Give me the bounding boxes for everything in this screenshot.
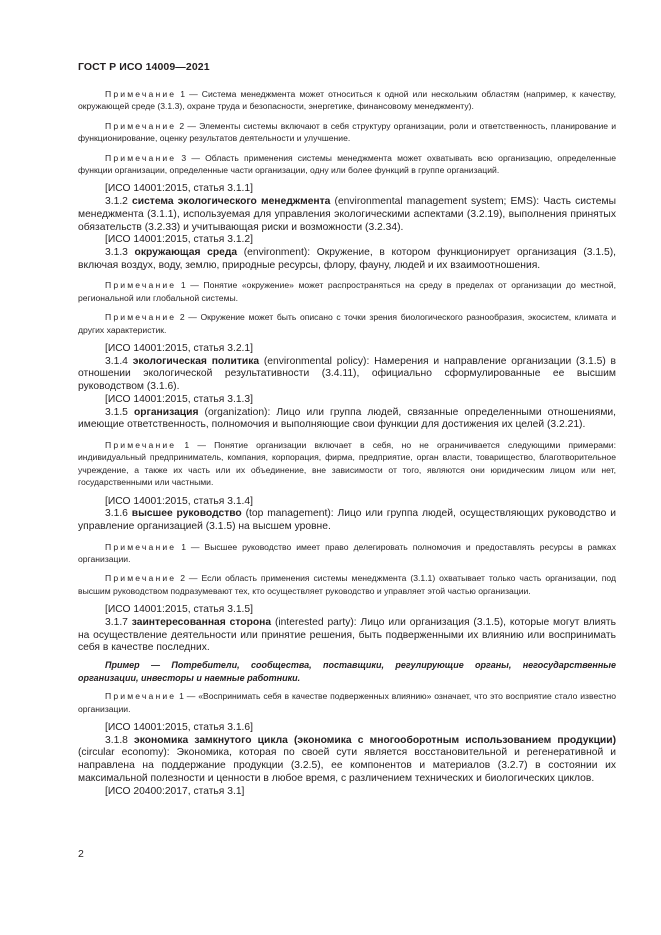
term-definition bbox=[78, 617, 616, 655]
term-number: 3.1.2 bbox=[105, 196, 133, 208]
note-label: Примечание bbox=[105, 280, 177, 291]
term-name: система экологического менеджмента bbox=[132, 196, 331, 208]
term-number: 3.1.8 bbox=[105, 734, 135, 746]
term-definition bbox=[78, 407, 616, 432]
note-text: 1 — Высшее руководство имеет право делегировать полномочия и предоставлять ресурсы в рамках организации. bbox=[78, 541, 616, 565]
term-text: (environmental management system; EMS): Часть системы менеджмента (3.1.1), используемая для управления экологическими аспектами (3.2.19), выполнения принятых обязательств (3.2.33) и учитывающая риски и возможности (3.2.34). bbox=[78, 196, 617, 233]
term-definition bbox=[78, 247, 616, 272]
note-text: 1 — Понятие «окружение» может распространяться на среду в пределах от организации до местной, региональной или глобальной системы. bbox=[78, 280, 616, 303]
source-reference: [ИСО 14001:2015, статья 3.1.1] bbox=[105, 183, 253, 195]
term-text: (top management): Лицо или группа людей, осуществляющих руководство и управление организацией (3.1.5) на высшем уровне. bbox=[78, 508, 617, 532]
source-reference: [ИСО 20400:2017, статья 3.1] bbox=[105, 785, 245, 797]
note-text: 2 — Элементы системы включают в себя структуру организации, роли и ответственность, планирование и функционирование, оценку результатов деятельности и улучшение. bbox=[78, 120, 616, 144]
note-label: Примечание bbox=[105, 573, 177, 584]
term-text: (environmental policy): Намерения и направление организации (3.1.5) в отношении экологической результативности (3.4.11), официально сформулированные ее высшим руководством (3.1.6). bbox=[78, 355, 616, 393]
term-name: окружающая среда bbox=[134, 246, 238, 258]
note-label: Примечание bbox=[105, 89, 177, 99]
document-body bbox=[78, 88, 616, 798]
term-definition bbox=[78, 196, 616, 234]
term-number: 3.1.4 bbox=[105, 355, 133, 367]
note-text: 2 — Если область применения системы менеджмента (3.1.1) охватывает только часть организации, под высшим руководством подразумевают тех, кто осуществляет руководство и управляет этой частью организации. bbox=[78, 573, 616, 596]
note-text: 3 — Область применения системы менеджмента может охватывать всю организацию, определенные функции организации, определенные части организации, одну или более функций в группе организаций. bbox=[78, 152, 616, 176]
note bbox=[78, 88, 616, 113]
term-name: организация bbox=[133, 406, 199, 418]
source-reference: [ИСО 14001:2015, статья 3.1.6] bbox=[105, 722, 253, 734]
term-definition bbox=[78, 356, 616, 394]
term-text: (environment): Окружение, в котором функционирует организация (3.1.5), включая воздух, воду, землю, природные ресурсы, флору, фауну, людей и их взаимоотношения. bbox=[78, 246, 617, 271]
note-text: 1 — Понятие организации включает в себя, но не ограничивается следующими примерами: индивидуальный предприниматель, компания, корпорация, фирма, предприятие, орган власти, товарищество, благотворительное учреждение, а также их часть или их объединение, вне зависимости от того, являются они юридическим лицом или нет, государственными или частными. bbox=[78, 439, 616, 488]
note bbox=[78, 439, 616, 489]
note-text: 1 — «Воспринимать себя в качестве подверженных влиянию» означает, что это восприятие стало известно организации. bbox=[78, 691, 616, 714]
term-name: высшее руководство bbox=[131, 508, 242, 520]
source-reference: [ИСО 14001:2015, статья 3.1.2] bbox=[105, 234, 253, 246]
term-name: заинтересованная сторона bbox=[131, 616, 272, 628]
page-number: 2 bbox=[78, 848, 84, 860]
note-label: Примечание bbox=[105, 439, 177, 450]
note-label: Примечание bbox=[105, 152, 177, 163]
term-number: 3.1.5 bbox=[105, 406, 134, 418]
term-number: 3.1.3 bbox=[105, 246, 135, 258]
term-definition bbox=[78, 508, 616, 533]
note bbox=[78, 541, 616, 566]
source-reference: [ИСО 14001:2015, статья 3.1.4] bbox=[105, 495, 253, 507]
term-name: экономика замкнутого цикла (экономика с многооборотным использованием продукции) bbox=[134, 734, 616, 746]
source-reference: [ИСО 14001:2015, статья 3.1.5] bbox=[105, 604, 253, 616]
note-text: 1 — Система менеджмента может относиться к одной или нескольким областям (например, к качеству, окружающей среде (3.1.3), охране труда и безопасности, энергетике, финансовому менеджменту). bbox=[78, 89, 616, 112]
note bbox=[78, 279, 616, 304]
term-definition bbox=[78, 735, 616, 786]
note bbox=[78, 690, 616, 715]
note-text: 2 — Окружение может быть описано с точки зрения биологического разнообразия, экосистем, климата и других характеристик. bbox=[78, 312, 616, 335]
term-text: (circular economy): Экономика, которая по своей сути является восстановительной и регенеративной и направлена на поддержание продукции (3.2.5), ее компонентов и материалов (3.2.7) в состоянии их максимальной полезности и ценности в любое время, с различением технических и биологических циклов. bbox=[78, 747, 616, 784]
document-header: ГОСТ Р ИСО 14009—2021 bbox=[78, 61, 210, 73]
note-label: Примечание bbox=[105, 541, 177, 552]
term-text: (organization): Лицо или группа людей, связанные определенными отношениями, имеющие ответственность, полномочия и выполняющие свои функции для достижения их целей (3.2.21). bbox=[78, 406, 617, 431]
term-number: 3.1.6 bbox=[105, 508, 132, 520]
note-label: Примечание bbox=[105, 312, 177, 323]
note bbox=[78, 120, 616, 145]
term-number: 3.1.7 bbox=[105, 616, 132, 628]
note bbox=[78, 152, 616, 177]
note-label: Примечание bbox=[105, 691, 177, 702]
source-reference: [ИСО 14001:2015, статья 3.1.3] bbox=[105, 393, 253, 405]
source-reference: [ИСО 14001:2015, статья 3.2.1] bbox=[105, 342, 253, 354]
note bbox=[78, 572, 616, 597]
example-text: Пример — Потребители, сообщества, поставщики, регулирующие органы, негосударственные организации, инвесторы и наемные работники. bbox=[78, 660, 616, 683]
note-label: Примечание bbox=[105, 120, 177, 131]
note bbox=[78, 311, 616, 336]
term-name: экологическая политика bbox=[132, 355, 260, 367]
term-text: (interested party): Лицо или организация (3.1.5), которые могут влиять на осуществление деятельности или принятие решения, быть подверженными их влиянию или воспринимать себя в качестве последних. bbox=[78, 616, 616, 654]
